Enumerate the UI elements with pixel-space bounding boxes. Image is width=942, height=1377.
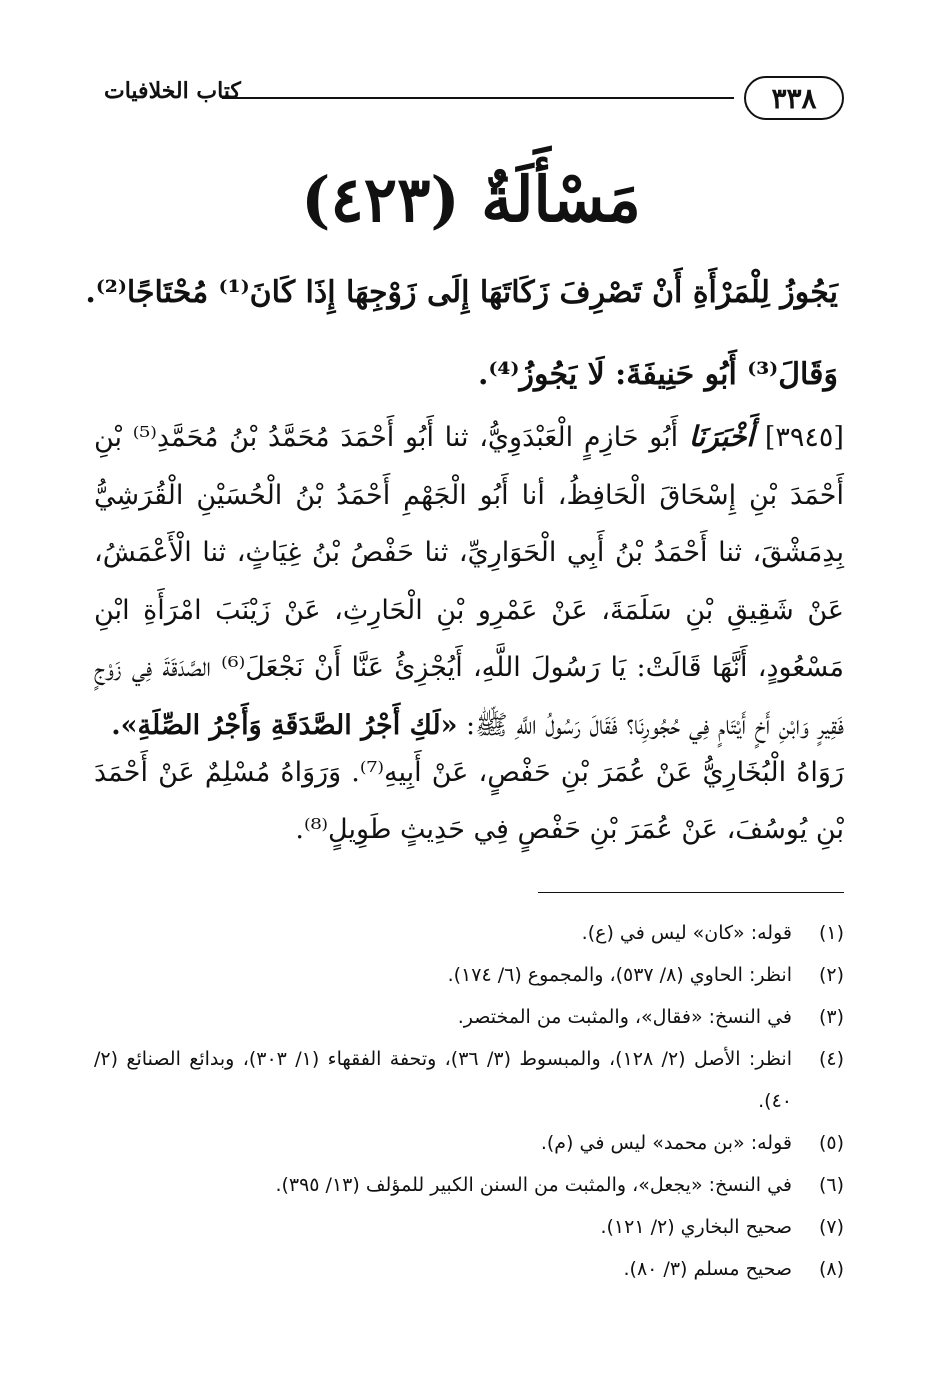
footnote-number: (٨) <box>818 1258 844 1280</box>
hadith-text <box>94 408 844 754</box>
footnote-number: (٤) <box>818 1048 844 1070</box>
hadith-takhrij: رَوَاهُ الْبُخَارِيُّ عَنْ عُمَرَ بْنِ حَفْصٍ، عَنْ أَبِيهِ⁽⁷⁾. وَرَوَاهُ مُسْلِمٌ عَنْ أَحْمَدَ بْنِ يُوسُفَ، عَنْ عُمَرَ بْنِ حَفْصٍ فِي حَدِيثٍ طَوِيلٍ⁽⁸⁾. <box>94 757 844 845</box>
footnote-text: صحيح مسلم (٣/ ٨٠). <box>623 1258 792 1280</box>
footnotes <box>94 912 844 1290</box>
footnote-2 <box>94 954 844 996</box>
footnote-3 <box>94 996 844 1038</box>
hadith-isnad: أَبُو حَازِمٍ الْعَبْدَوِيُّ، ثنا أَبُو أَحْمَدَ مُحَمَّدُ بْنُ مُحَمَّدِ⁽⁵⁾ بْنِ أَحْمَدَ بْنِ إِسْحَاقَ الْحَافِظُ، أنا أَبُو الْجَهْمِ أَحْمَدُ بْنُ الْحُسَيْنِ الْقُرَشِيُّ بِدِمَشْقَ، ثنا أَحْمَدُ بْنُ أَبِي الْحَوَارِيِّ، ثنا حَفْصُ بْنُ غِيَاثٍ، ثنا الْأَعْمَشُ، عَنْ شَقِيقِ بْنِ سَلَمَةَ، عَنْ عَمْرِو بْنِ الْحَارِثِ، عَنْ زَيْنَبَ امْرَأَةِ ابْنِ مَسْعُودٍ، أَنَّهَا قَالَتْ: يَا رَسُولَ اللَّهِ، أَيُجْزِئُ عَنَّا أَنْ نَجْعَلَ⁽⁶⁾ الصَّدَقَةَ فِي زَوْجٍ فَقِيرٍ وَابْنِ أَخٍ أَيْتَامٍ فِي حُجُورِنَا؟ فَقَالَ رَسُولُ اللَّهِ ﷺ: <box>94 422 844 741</box>
footnote-5 <box>94 1122 844 1164</box>
footnote-number: (١) <box>818 922 844 944</box>
footnote-number: (٥) <box>818 1132 844 1154</box>
footnote-text: انظر: الحاوي (٨/ ٥٣٧)، والمجموع (٦/ ١٧٤). <box>447 964 792 986</box>
footnote-text: في النسخ: «فقال»، والمثبت من المختصر. <box>457 1006 792 1028</box>
hadith-number: [٣٩٤٥] <box>764 422 844 453</box>
footnote-number: (٦) <box>818 1174 844 1196</box>
masala-statement: يَجُوزُ لِلْمَرْأَةِ أَنْ تَصْرِفَ زَكَاتَهَا إِلَى زَوْجِهَا إِذَا كَانَ⁽¹⁾ مُحْتَاجًا⁽²⁾. <box>85 275 838 310</box>
footnote-number: (٧) <box>818 1216 844 1238</box>
footnote-text: في النسخ: «يجعل»، والمثبت من السنن الكبير للمؤلف (١٣/ ٣٩٥). <box>275 1174 792 1196</box>
footnote-4 <box>94 1038 844 1122</box>
footnote-text: قوله: «كان» ليس في (ع). <box>581 922 792 944</box>
footnote-separator <box>538 892 844 893</box>
footnote-text: صحيح البخاري (٢/ ١٢١). <box>600 1216 792 1238</box>
book-title: كتاب الخلافيات <box>104 78 241 104</box>
hanafi-view: وَقَالَ⁽³⁾ أَبُو حَنِيفَةَ: لَا يَجُوزُ⁽⁴⁾. <box>478 357 838 392</box>
prophet-quote: «لَكِ أَجْرُ الصَّدَقَةِ وَأَجْرُ الصِّلَةِ». <box>111 709 458 741</box>
footnote-1 <box>94 912 844 954</box>
footnote-number: (٣) <box>818 1006 844 1028</box>
footnote-8 <box>94 1248 844 1290</box>
footnote-7 <box>94 1206 844 1248</box>
footnote-text: قوله: «بن محمد» ليس في (م). <box>540 1132 792 1154</box>
header-rule <box>222 97 734 99</box>
running-header <box>104 70 844 126</box>
footnote-number: (٢) <box>818 964 844 986</box>
hadith-lead-word: أَخْبَرَنَا <box>688 420 755 453</box>
page-number: ٣٣٨ <box>744 76 844 120</box>
masala-title: مَسْأَلَةٌ (٤٢٣) <box>301 163 641 236</box>
footnote-text: انظر: الأصل (٢/ ١٢٨)، والمبسوط (٣/ ٣٦)، وتحفة الفقهاء (١/ ٣٠٣)، وبدائع الصنائع (٢/ ٤٠). <box>94 1048 792 1112</box>
footnote-6 <box>94 1164 844 1206</box>
